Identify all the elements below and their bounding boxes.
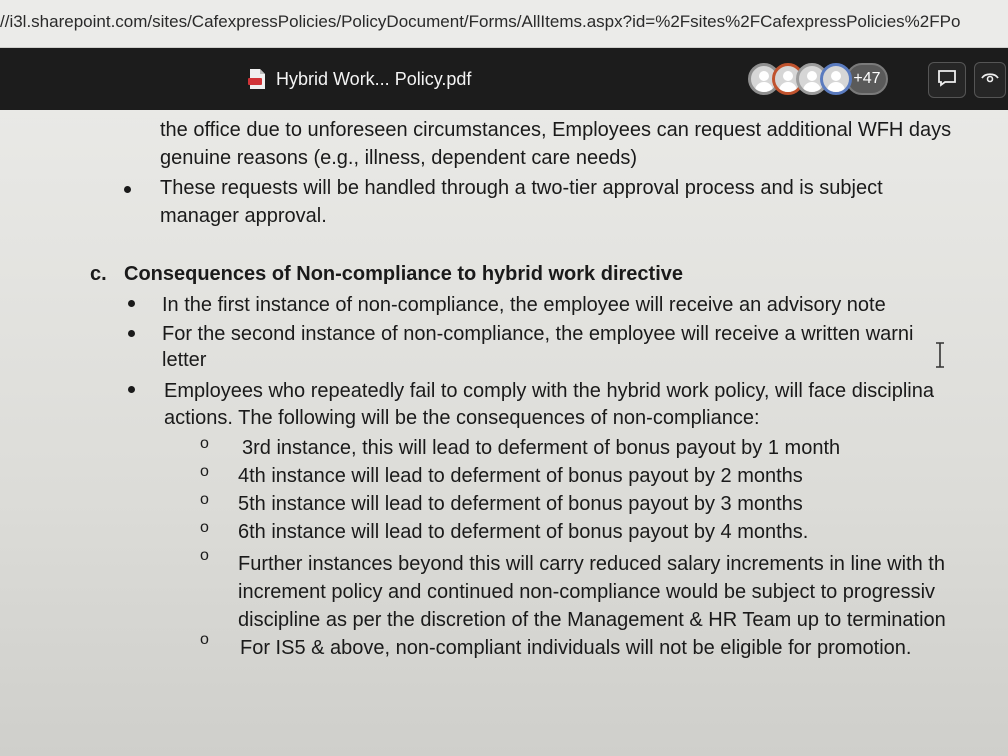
comment-button[interactable]	[928, 62, 966, 98]
text-line: For the second instance of non-compliance, the employee will receive a written warni	[162, 323, 914, 345]
more-participants-badge[interactable]: +47	[846, 63, 888, 95]
text-line: 5th instance will lead to deferment of bonus payout by 3 months	[238, 493, 803, 515]
view-icon	[981, 71, 999, 90]
document-page	[0, 110, 1008, 756]
bullet-marker	[124, 186, 131, 193]
address-bar[interactable]	[0, 0, 1008, 48]
text-cursor-icon	[934, 342, 946, 368]
text-line: the office due to unforeseen circumstances, Employees can request additional WFH days	[160, 119, 952, 141]
comment-icon	[937, 69, 957, 92]
text-line: These requests will be handled through a two-tier approval process and is subject	[160, 177, 883, 199]
view-button[interactable]	[974, 62, 1006, 98]
text-line: In the first instance of non-compliance, the employee will receive an advisory note	[162, 294, 886, 316]
sub-bullet-marker: o	[200, 435, 209, 452]
text-line: discipline as per the discretion of the Management & HR Team up to termination	[238, 609, 946, 631]
file-title	[248, 68, 471, 90]
text-line: For IS5 & above, non-compliant individuals will not be eligible for promotion.	[240, 637, 912, 659]
participants-group[interactable]	[748, 60, 888, 98]
sub-bullet-marker: o	[200, 519, 209, 536]
text-line: letter	[162, 349, 207, 371]
bullet-marker	[128, 386, 135, 393]
sub-bullet-marker: o	[200, 491, 209, 508]
section-heading: Consequences of Non-compliance to hybrid work directive	[124, 263, 683, 285]
text-line: Employees who repeatedly fail to comply with the hybrid work policy, will face disciplina	[164, 380, 934, 402]
text-line: 6th instance will lead to deferment of bonus payout by 4 months.	[238, 521, 809, 543]
text-line: actions. The following will be the consequences of non-compliance:	[164, 407, 760, 429]
pdf-viewer-toolbar	[0, 48, 1008, 110]
pdf-file-icon	[248, 68, 266, 90]
section-letter: c.	[90, 263, 107, 285]
bullet-marker	[128, 300, 135, 307]
text-line: 3rd instance, this will lead to deferment of bonus payout by 1 month	[242, 437, 841, 459]
bullet-marker	[128, 330, 135, 337]
text-line: genuine reasons (e.g., illness, dependent care needs)	[160, 147, 637, 169]
user-avatar-icon[interactable]	[820, 63, 852, 95]
file-name: Hybrid Work... Policy.pdf	[276, 68, 472, 89]
text-line: increment policy and continued non-compliance would be subject to progressiv	[238, 581, 936, 603]
sub-bullet-marker: o	[200, 547, 209, 564]
sub-bullet-marker: o	[200, 463, 209, 480]
text-line: manager approval.	[160, 205, 327, 227]
text-line: Further instances beyond this will carry reduced salary increments in line with th	[238, 553, 945, 575]
text-line: 4th instance will lead to deferment of bonus payout by 2 months	[238, 465, 803, 487]
url-text: //i3l.sharepoint.com/sites/CafexpressPolicies/PolicyDocument/Forms/AllItems.aspx?id=%2Fsites%2FCafexpressPolicies%2FPo	[0, 12, 961, 31]
sub-bullet-marker: o	[200, 631, 209, 648]
